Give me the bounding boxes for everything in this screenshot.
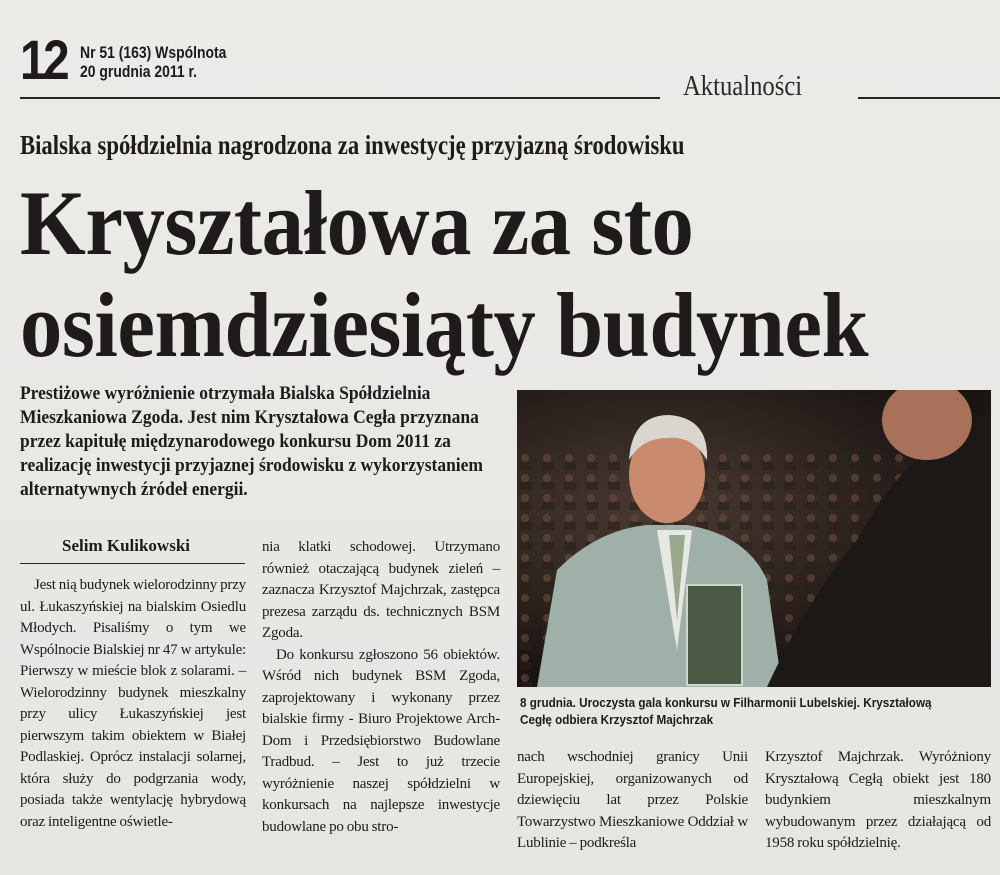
kicker: Bialska spółdzielnia nagrodzona za inwestycję przyjazną środowisku — [20, 130, 685, 160]
article-photo — [517, 390, 991, 687]
headline — [20, 172, 868, 376]
page-number: 12 — [20, 28, 67, 91]
byline: Selim Kulikowski — [62, 536, 191, 555]
issue-number: Nr 51 (163) Wspólnota — [80, 43, 227, 62]
column-2 — [262, 537, 500, 838]
headline-line-2: osiemdziesiąty budynek — [20, 274, 869, 376]
byline-rule — [20, 563, 245, 564]
section-title: Aktualności — [683, 70, 803, 102]
column-2-text-a: nia klatki schodowej. Utrzymano również otaczającą budynek zieleń – zaznacza Krzysztof Majchrzak, zastępca prezesa zarządu ds. technicznych BSM Zgoda. — [262, 539, 500, 641]
header-rule — [20, 97, 660, 99]
photo-caption: 8 grudnia. Uroczysta gala konkursu w Filharmonii Lubelskiej. Kryształową Cegłę odbiera Krzysztof Majchrzak — [520, 695, 932, 727]
column-3 — [517, 747, 748, 855]
lead-paragraph: Prestiżowe wyróżnienie otrzymała Bialska Spółdzielnia Mieszkaniowa Zgoda. Jest nim Kryształowa Cegła przyznana przez kapitułę międzynarodowego konkursu Dom 2011 za realizację inwestycji przyjaznej środowisku z wykorzystaniem alternatywnych źródeł energii. — [20, 383, 483, 500]
header-rule-right — [858, 97, 1000, 99]
photo-illustration — [517, 390, 991, 687]
column-1-text: Jest nią budynek wielorodzinny przy ul. Łukaszyńskiej na bialskim Osiedlu Młodych. Pisaliśmy o tym we Wspólnocie Bialskiej nr 47 w artykule: Pierwszy w mieście blok z solarami. – Wielorodzinny budynek mieszkalny przy ulicy Łukaszyńskiej jest pierwszym takim obiektem w Białej Podlaskiej. Oprócz instalacji solarnej, która służy do podgrzania wody, posiada także wentylację hybrydową oraz inteligentne oświetle- — [20, 577, 246, 830]
column-4-text: Krzysztof Majchrzak. Wyróżniony Kryształową Cegłą obiekt jest 180 budynkiem mieszkalnym wybudowanym przez działającą od 1958 roku spółdzielnię. — [765, 749, 991, 851]
issue-date: 20 grudnia 2011 r. — [80, 62, 198, 81]
headline-line-1: Kryształowa za sto — [20, 172, 694, 274]
column-1 — [20, 575, 246, 833]
column-3-text: nach wschodniej granicy Unii Europejskiej, organizowanych od dziewięciu lat przez Polskie Towarzystwo Mieszkaniowe Oddział w Lublinie – podkreśla — [517, 749, 748, 851]
column-4 — [765, 747, 991, 855]
column-2-text-b: Do konkursu zgłoszono 56 obiektów. Wśród nich budynek BSM Zgoda, zaprojektowany i wykonany przez bialskie firmy - Biuro Projektowe Arch-Dom i Przedsiębiorstwo Budowlane Tradbud. – Jest to już trzecie wyróżnienie naszej spółdzielni w konkursach na najlepsze inwestycje budowlane po obu stro- — [262, 646, 500, 835]
issue-info — [80, 43, 226, 81]
